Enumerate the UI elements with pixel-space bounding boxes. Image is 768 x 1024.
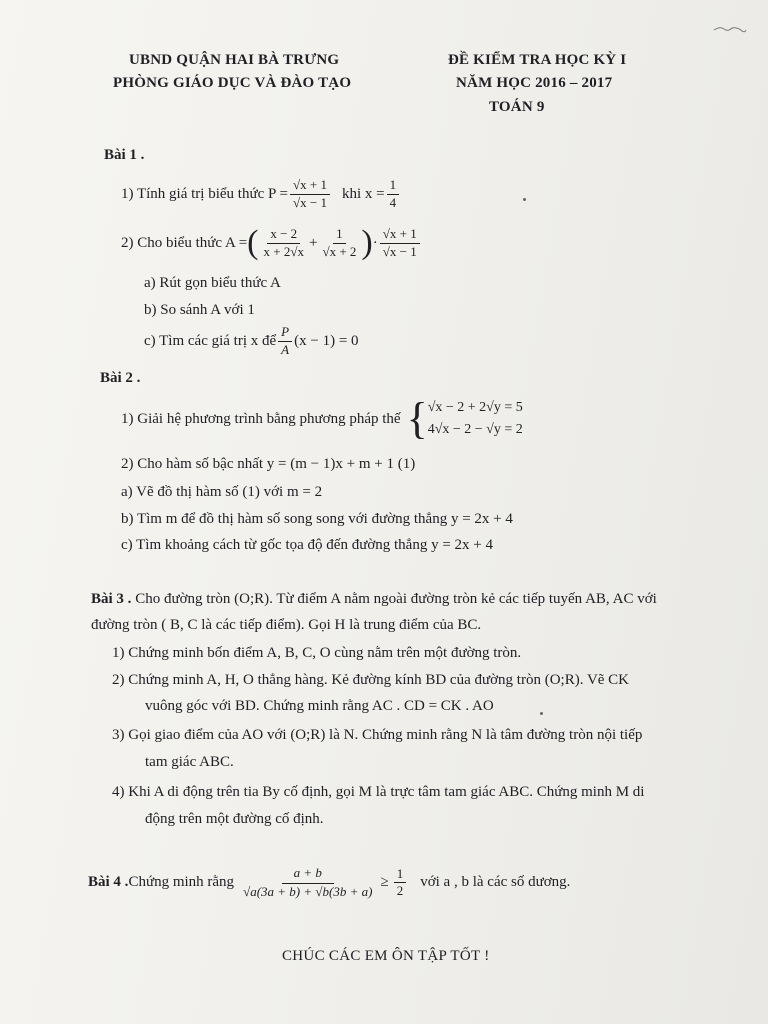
header-district: UBND QUẬN HAI BÀ TRƯNG bbox=[129, 52, 340, 68]
x-numerator: 1 bbox=[387, 178, 400, 195]
bai4-suffix: với a , b là các số dương. bbox=[420, 874, 571, 891]
inequality-denominator: √a(3a + b) + √b(3b + a) bbox=[243, 883, 373, 899]
equation-2: 4√x − 2 − √y = 2 bbox=[427, 422, 523, 437]
system-brace-icon: { bbox=[406, 394, 428, 443]
bai3-q4-line2: động trên một đường cố định. bbox=[145, 811, 324, 827]
bai1-c bbox=[144, 325, 359, 358]
a-f1-numerator: x − 2 bbox=[267, 227, 300, 244]
bai3-q2-line2: vuông góc với BD. Chứng minh rằng AC . CD = CK . AO bbox=[145, 698, 494, 714]
x-denominator: 4 bbox=[389, 194, 397, 210]
plus-sign: + bbox=[308, 234, 318, 251]
p-over-a-numerator: P bbox=[278, 325, 292, 342]
geq-sign: ≥ bbox=[380, 874, 389, 891]
a-f1-denominator: x + 2√x bbox=[263, 243, 304, 259]
bai3-q4-line1: 4) Khi A di động trên tia By cố định, gọi M là trực tâm tam giác ABC. Chứng minh M di bbox=[112, 784, 645, 800]
half-fraction bbox=[394, 867, 407, 900]
p-fraction bbox=[290, 178, 330, 211]
header-school-year: NĂM HỌC 2016 – 2017 bbox=[456, 75, 613, 91]
half-numerator: 1 bbox=[394, 867, 407, 884]
bai1-b: b) So sánh A với 1 bbox=[144, 302, 255, 318]
bai3-q2-line1: 2) Chứng minh A, H, O thẳng hàng. Kẻ đường kính BD của đường tròn (O;R). Vẽ CK bbox=[112, 672, 630, 688]
bai3-q1: 1) Chứng minh bốn điểm A, B, C, O cùng nằm trên một đường tròn. bbox=[112, 645, 522, 661]
a-f3-numerator: √x + 1 bbox=[380, 227, 420, 244]
bai3-q3-line2: tam giác ABC. bbox=[145, 754, 234, 770]
p-denominator: √x − 1 bbox=[293, 194, 327, 210]
equation-1: √x − 2 + 2√y = 5 bbox=[427, 400, 523, 415]
right-paren-icon: ) bbox=[361, 224, 373, 261]
bai1-title: Bài 1 . bbox=[104, 147, 145, 163]
bai3-q3-line1: 3) Gọi giao điểm của AO với (O;R) là N. Chứng minh rằng N là tâm đường tròn nội tiếp bbox=[112, 727, 643, 743]
bai1-q1-prefix: 1) Tính giá trị biểu thức P = bbox=[121, 185, 288, 202]
scribble-icon bbox=[712, 22, 748, 36]
bai2-title: Bài 2 . bbox=[100, 370, 141, 386]
p-over-a-fraction bbox=[278, 325, 292, 358]
bai4-title: Bài 4 . bbox=[88, 874, 129, 891]
header-department: PHÒNG GIÁO DỤC VÀ ĐÀO TẠO bbox=[113, 75, 352, 91]
bai3-intro1-text: Cho đường tròn (O;R). Từ điểm A nằm ngoài đường tròn kẻ các tiếp tuyến AB, AC với bbox=[131, 591, 657, 607]
half-denominator: 2 bbox=[396, 883, 404, 899]
bai1-q1 bbox=[121, 178, 401, 211]
inequality-numerator: a + b bbox=[282, 866, 334, 884]
bai2-q1-prefix: 1) Giải hệ phương trình bằng phương pháp thế bbox=[121, 410, 401, 427]
bai1-a: a) Rút gọn biểu thức A bbox=[144, 275, 281, 291]
a-f2-numerator: 1 bbox=[333, 227, 346, 244]
bai3-intro-line1 bbox=[91, 591, 657, 608]
closing-message: CHÚC CÁC EM ÔN TẬP TỐT ! bbox=[282, 948, 490, 964]
bai1-q2-prefix: 2) Cho biểu thức A = bbox=[121, 234, 248, 251]
header-subject: TOÁN 9 bbox=[489, 99, 545, 115]
header-exam-title: ĐỀ KIỂM TRA HỌC KỲ I bbox=[448, 52, 627, 68]
bai2-c: c) Tìm khoảng cách từ gốc tọa độ đến đường thẳng y = 2x + 4 bbox=[121, 537, 494, 553]
bai1-q2 bbox=[121, 226, 422, 260]
corner-scribble bbox=[712, 22, 748, 36]
a-fraction-2 bbox=[319, 227, 359, 260]
bai2-b: b) Tìm m để đồ thị hàm số song song với đường thẳng y = 2x + 4 bbox=[121, 511, 513, 527]
bai1-q1-when: khi x = bbox=[341, 185, 385, 202]
a-f3-denominator: √x − 1 bbox=[382, 243, 417, 259]
bai1-c-prefix: c) Tìm các giá trị x để bbox=[144, 332, 277, 349]
x-value-fraction bbox=[387, 178, 400, 211]
p-over-a-denominator: A bbox=[281, 341, 290, 357]
bai2-q2: 2) Cho hàm số bậc nhất y = (m − 1)x + m + 1 (1) bbox=[121, 456, 416, 472]
bai3-title: Bài 3 . bbox=[91, 591, 132, 607]
a-fraction-3 bbox=[380, 227, 420, 260]
bai3-intro-line2: đường tròn ( B, C là các tiếp điểm). Gọi H là trung điểm của BC. bbox=[91, 617, 482, 633]
dot-operator: · bbox=[372, 234, 378, 251]
pen-dot bbox=[540, 712, 543, 715]
left-paren-icon: ( bbox=[247, 224, 259, 261]
bai4-prefix: Chứng minh rằng bbox=[128, 874, 235, 891]
pen-dot bbox=[523, 198, 526, 201]
a-fraction-1 bbox=[261, 227, 307, 260]
bai1-c-suffix: (x − 1) = 0 bbox=[294, 332, 359, 349]
bai4 bbox=[88, 866, 570, 900]
a-f2-denominator: √x + 2 bbox=[322, 243, 357, 259]
bai2-q1 bbox=[121, 394, 523, 443]
p-numerator: √x + 1 bbox=[290, 178, 330, 195]
equation-system bbox=[428, 397, 523, 441]
inequality-fraction bbox=[240, 866, 375, 900]
bai2-a: a) Vẽ đồ thị hàm số (1) với m = 2 bbox=[121, 484, 323, 500]
